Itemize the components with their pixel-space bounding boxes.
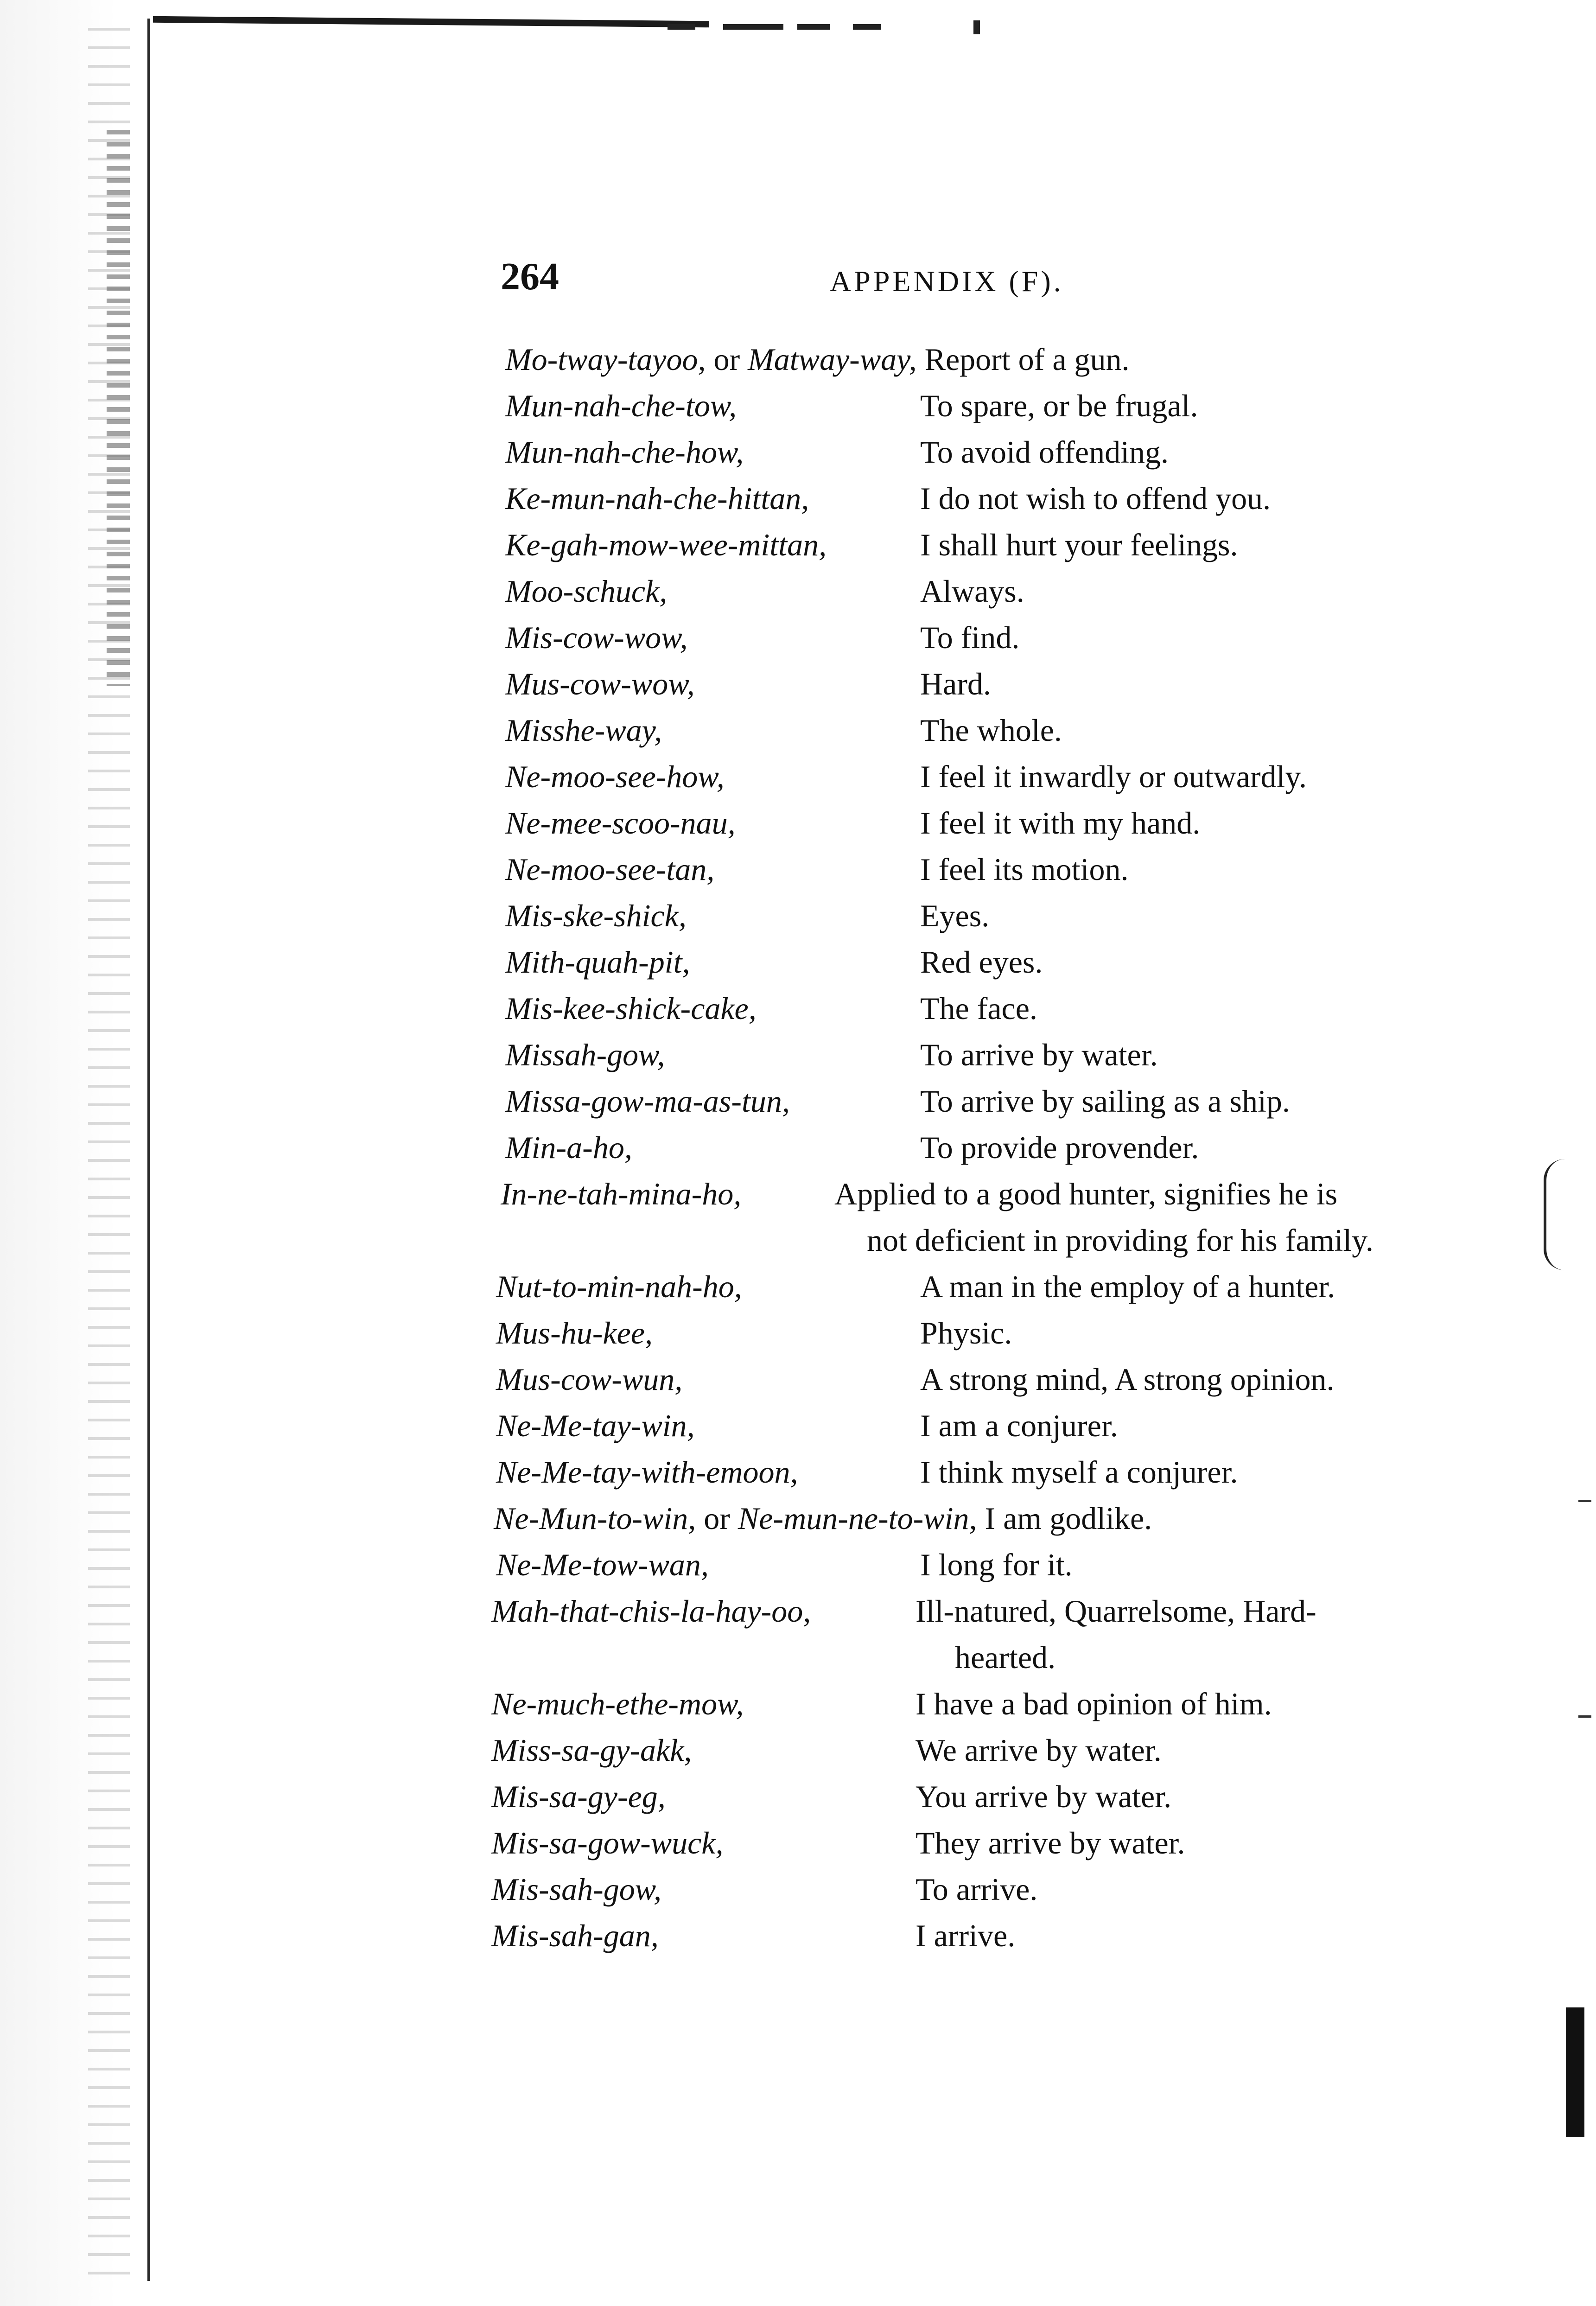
- entry-meaning: I shall hurt your feelings.: [920, 527, 1238, 562]
- entry-term: Ne-moo-see-how,: [505, 759, 725, 794]
- entry-meaning: To find.: [920, 620, 1020, 655]
- entry-line: [494, 1495, 1152, 1542]
- entry-term: Miss-sa-gy-akk,: [491, 1733, 692, 1768]
- entry-term: Misshe-way,: [505, 713, 662, 748]
- entry-continuation: [0, 1634, 1596, 1681]
- vocab-entry: [0, 522, 1596, 568]
- vocab-entry: [0, 753, 1596, 800]
- vocab-entry: [0, 892, 1596, 939]
- entry-meaning: I have a bad opinion of him.: [916, 1686, 1272, 1721]
- vocab-entry: [0, 707, 1596, 753]
- entry-term: Mus-cow-wun,: [496, 1362, 683, 1397]
- vocab-entry: [0, 1681, 1596, 1727]
- entry-term: Nut-to-min-nah-ho,: [496, 1269, 742, 1304]
- vocab-entry: [0, 1866, 1596, 1912]
- entry-term: Ne-Me-tay-with-emoon,: [496, 1454, 798, 1490]
- vocab-entry: [0, 939, 1596, 985]
- entry-term: Ne-moo-see-tan,: [505, 852, 715, 887]
- entry-term: Mith-quah-pit,: [505, 944, 690, 980]
- entry-meaning: Red eyes.: [920, 944, 1043, 980]
- vocab-entry: [0, 1356, 1596, 1402]
- entry-meaning: To arrive.: [916, 1872, 1038, 1907]
- entry-term: Ke-mun-nah-che-hittan,: [505, 481, 809, 516]
- entry-meaning: The face.: [920, 991, 1037, 1026]
- vocab-entry: [0, 985, 1596, 1032]
- entry-meaning: To arrive by water.: [920, 1037, 1158, 1072]
- vocab-entry: [0, 1449, 1596, 1495]
- entry-term: Min-a-ho,: [505, 1130, 632, 1165]
- vocab-entry: [0, 1263, 1596, 1310]
- entry-term: Mis-sah-gan,: [491, 1918, 659, 1953]
- entry-line: [505, 336, 1130, 382]
- entry-meaning: Hard.: [920, 666, 991, 701]
- vocab-entry: [0, 1310, 1596, 1356]
- entry-term: Matway-way,: [748, 342, 917, 377]
- vocab-entry: [0, 1542, 1596, 1588]
- vocab-entry: [0, 1588, 1596, 1634]
- entry-term: Missa-gow-ma-as-tun,: [505, 1083, 790, 1119]
- entry-term: Ne-mun-ne-to-win,: [738, 1501, 977, 1536]
- entry-term: Ne-Mun-to-win,: [494, 1501, 696, 1536]
- page-number: 264: [501, 255, 559, 298]
- entry-term: Mus-cow-wow,: [505, 666, 695, 701]
- entry-term: Mis-kee-shick-cake,: [505, 991, 757, 1026]
- vocab-entry: [0, 1495, 1596, 1542]
- entry-meaning: To arrive by sailing as a ship.: [920, 1083, 1290, 1119]
- entry-term: Moo-schuck,: [505, 573, 668, 609]
- entry-meaning: I long for it.: [920, 1547, 1073, 1582]
- vocab-entry: [0, 1402, 1596, 1449]
- entry-term: Mis-sa-gow-wuck,: [491, 1825, 724, 1860]
- vocab-entry: [0, 429, 1596, 475]
- vocab-entry: [0, 1171, 1596, 1217]
- entry-meaning: Always.: [920, 573, 1024, 609]
- entry-term: Mun-nah-che-how,: [505, 434, 744, 470]
- vocab-entry: [0, 661, 1596, 707]
- entry-continuation: [0, 1217, 1596, 1263]
- vocab-entry: [0, 1912, 1596, 1959]
- vocab-entry: [0, 475, 1596, 522]
- entry-term: Ne-much-ethe-mow,: [491, 1686, 744, 1721]
- entry-meaning: To provide provender.: [920, 1130, 1199, 1165]
- vocab-entry: [0, 1032, 1596, 1078]
- entry-term: Missah-gow,: [505, 1037, 665, 1072]
- entry-meaning: I am a conjurer.: [920, 1408, 1118, 1443]
- entry-term: Mun-nah-che-tow,: [505, 388, 737, 423]
- entry-meaning: They arrive by water.: [916, 1825, 1185, 1860]
- entry-term: Ne-Me-tow-wan,: [496, 1547, 709, 1582]
- entry-term: In-ne-tah-mina-ho,: [501, 1176, 742, 1211]
- vocab-entry: [0, 846, 1596, 892]
- entry-meaning: You arrive by water.: [916, 1779, 1172, 1814]
- entry-term: Mis-sa-gy-eg,: [491, 1779, 666, 1814]
- entry-meaning: A strong mind, A strong opinion.: [920, 1362, 1335, 1397]
- vocab-entry: [0, 568, 1596, 614]
- entry-meaning: To avoid offending.: [920, 434, 1169, 470]
- entry-term: Ne-Me-tay-win,: [496, 1408, 695, 1443]
- entry-meaning: Report of a gun.: [924, 342, 1130, 377]
- vocab-entry: [0, 336, 1596, 382]
- entry-meaning: I do not wish to offend you.: [920, 481, 1271, 516]
- entry-meaning: I feel it inwardly or outwardly.: [920, 759, 1307, 794]
- entry-meaning: The whole.: [920, 713, 1062, 748]
- entry-meaning: I am godlike.: [985, 1501, 1152, 1536]
- vocab-entry: [0, 1078, 1596, 1124]
- running-head: APPENDIX (F).: [830, 265, 1064, 298]
- entry-meaning-continued: not deficient in providing for his family.: [867, 1223, 1373, 1258]
- vocab-entry: [0, 1820, 1596, 1866]
- entry-meaning: Eyes.: [920, 898, 990, 933]
- entry-meaning: We arrive by water.: [916, 1733, 1162, 1768]
- entry-meaning: I feel it with my hand.: [920, 805, 1201, 841]
- entry-term: Mis-sah-gow,: [491, 1872, 662, 1907]
- vocab-entry: [0, 1773, 1596, 1820]
- connector-word: or: [704, 1501, 730, 1536]
- entry-term: Mah-that-chis-la-hay-oo,: [491, 1593, 811, 1629]
- entry-meaning: Ill-natured, Quarrelsome, Hard-: [916, 1593, 1316, 1629]
- entry-term: Mis-ske-shick,: [505, 898, 687, 933]
- entry-term: Mus-hu-kee,: [496, 1315, 653, 1350]
- entry-term: Ke-gah-mow-wee-mittan,: [505, 527, 827, 562]
- vocab-entry: [0, 382, 1596, 429]
- entry-meaning: To spare, or be frugal.: [920, 388, 1198, 423]
- connector-word: or: [713, 342, 740, 377]
- entry-meaning: I arrive.: [916, 1918, 1016, 1953]
- entry-term: Mo-tway-tayoo,: [505, 342, 706, 377]
- entry-meaning: I think myself a conjurer.: [920, 1454, 1238, 1490]
- entry-term: Ne-mee-scoo-nau,: [505, 805, 736, 841]
- vocab-entry: [0, 1727, 1596, 1773]
- vocab-entry: [0, 614, 1596, 661]
- entry-meaning: Applied to a good hunter, signifies he is: [834, 1176, 1338, 1211]
- entry-meaning: I feel its motion.: [920, 852, 1129, 887]
- entry-meaning: Physic.: [920, 1315, 1012, 1350]
- vocab-entry: [0, 1124, 1596, 1171]
- entry-term: Mis-cow-wow,: [505, 620, 688, 655]
- entry-meaning-continued: hearted.: [955, 1640, 1056, 1675]
- vocab-entry: [0, 800, 1596, 846]
- entry-meaning: A man in the employ of a hunter.: [920, 1269, 1335, 1304]
